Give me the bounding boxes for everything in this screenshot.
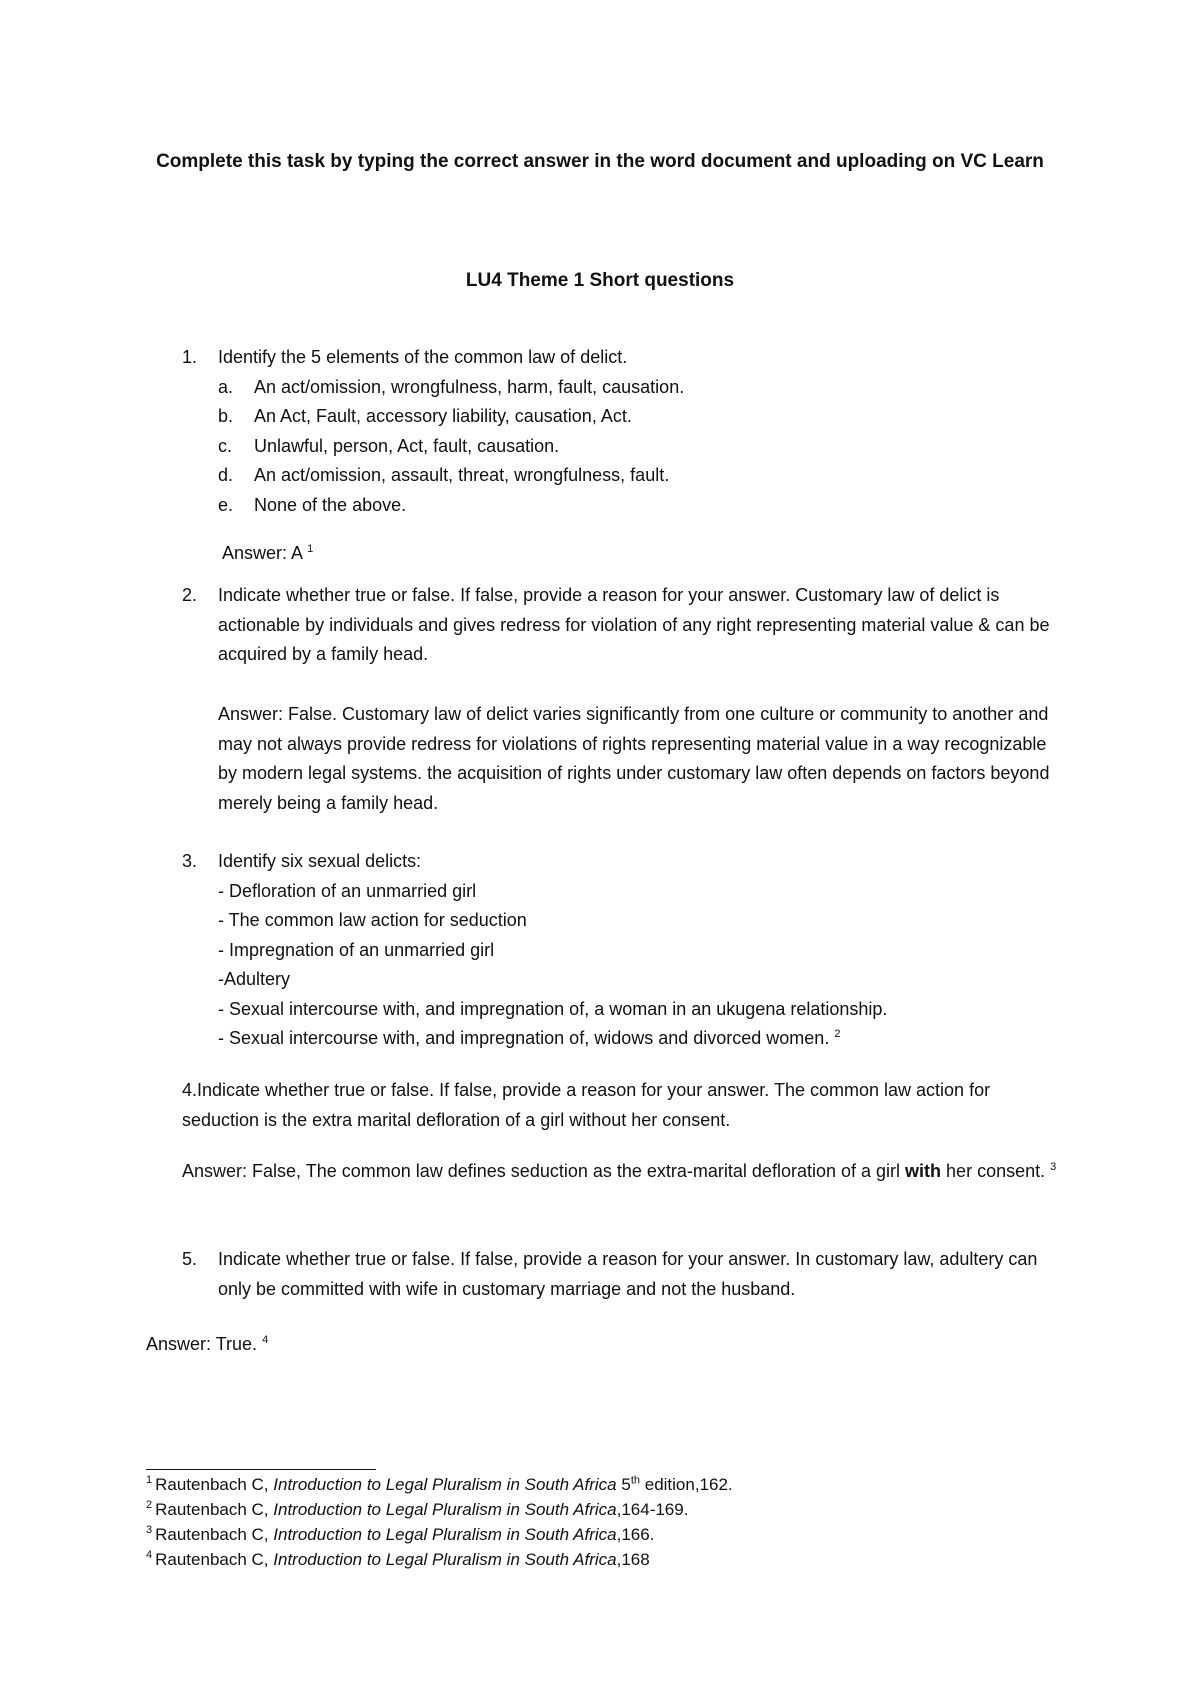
footnote-ref-2: 2 — [834, 1028, 841, 1040]
sexual-delict-item — [218, 1024, 1082, 1054]
question-1-text: Identify the 5 elements of the common law of delict. — [218, 347, 628, 367]
question-1-answer — [222, 539, 313, 569]
footnote-4-title: Introduction to Legal Pluralism in South Africa — [273, 1550, 617, 1569]
footnote-ref-4: 4 — [262, 1334, 269, 1346]
option-a-letter: a. — [218, 376, 234, 397]
option-e-letter: e. — [218, 494, 234, 515]
document-title: Complete this task by typing the correct answer in the word document and uploading on VC Learn — [156, 151, 1044, 172]
footnote-1-edition: 5 — [621, 1475, 631, 1494]
footnote-1-tail: edition,162. — [644, 1475, 733, 1494]
question-1 — [182, 343, 1082, 520]
option-b-letter: b. — [218, 406, 234, 426]
option-d-text: An act/omission, assault, threat, wrongfulness, fault. — [254, 465, 670, 485]
question-1-answer-text: Answer: A — [222, 543, 303, 563]
footnote-1-author: Rautenbach C, — [155, 1475, 269, 1494]
question-2-answer: Answer: False. Customary law of delict varies significantly from one culture or community to another and may not always provide redress for violations of rights representing material value in a way recognizable by modern legal systems. the acquisition of rights under customary law often depends on factors beyond merely being a family head. — [218, 704, 1050, 813]
option-c-letter: c. — [218, 435, 233, 456]
option-b-text: An Act, Fault, accessory liability, causation, Act. — [254, 406, 632, 426]
question-2-text: Indicate whether true or false. If false, provide a reason for your answer. Customary law of delict is actionable by individuals and gives redress for violation of any right representing material value & can be acquired by a family head. — [218, 585, 1050, 664]
question-4-text: 4.Indicate whether true or false. If false, provide a reason for your answer. The common law action for seduction is the extra marital defloration of a girl without her consent. — [182, 1080, 991, 1130]
question-4-answer-pre: Answer: False, The common law defines seduction as the extra-marital defloration of a girl — [182, 1161, 901, 1181]
footnote-3-title: Introduction to Legal Pluralism in South Africa — [273, 1525, 617, 1544]
option-b — [218, 402, 1082, 432]
question-4-answer-bold: with — [905, 1161, 942, 1181]
question-4-answer-post: her consent. — [946, 1161, 1046, 1181]
sexual-delict-item: - Impregnation of an unmarried girl — [218, 939, 495, 960]
footnote-4 — [146, 1547, 1046, 1572]
question-5-number: 5. — [182, 1249, 198, 1269]
question-1-number: 1. — [182, 347, 198, 367]
question-5-answer-text: Answer: True. — [146, 1334, 258, 1354]
footnote-ref-3: 3 — [1050, 1161, 1057, 1173]
sexual-delict-item: -Adultery — [218, 969, 291, 989]
option-e-text: None of the above. — [254, 494, 407, 515]
option-d — [218, 461, 1082, 491]
footnote-2-ref: 2 — [146, 1499, 153, 1512]
footnote-2-author: Rautenbach C, — [155, 1500, 269, 1519]
question-2-number: 2. — [182, 585, 198, 605]
footnote-1-title: Introduction to Legal Pluralism in South Africa — [273, 1475, 617, 1494]
question-3-number: 3. — [182, 851, 198, 871]
option-c — [218, 432, 1082, 462]
question-5-answer — [146, 1330, 268, 1360]
sexual-delict-item: - The common law action for seduction — [218, 910, 527, 930]
footnote-3-tail: ,166. — [616, 1525, 655, 1544]
document-subtitle: LU4 Theme 1 Short questions — [465, 270, 735, 291]
sexual-delict-item: - Sexual intercourse with, and impregnation of, a woman in an ukugena relationship. — [218, 998, 888, 1019]
option-d-letter: d. — [218, 465, 234, 485]
option-a — [218, 373, 1082, 403]
sexual-delict-item-text: - Sexual intercourse with, and impregnation of, widows and divorced women. — [218, 1028, 830, 1048]
footnote-1 — [146, 1472, 1046, 1497]
option-c-text: Unlawful, person, Act, fault, causation. — [254, 435, 560, 456]
question-5 — [182, 1245, 1082, 1304]
footnote-4-tail: ,168 — [616, 1550, 650, 1569]
footnote-separator — [146, 1469, 376, 1470]
footnote-3-author: Rautenbach C, — [155, 1525, 269, 1544]
footnote-3-ref: 3 — [146, 1524, 153, 1537]
footnote-4-ref: 4 — [146, 1549, 153, 1562]
sexual-delict-item: - Defloration of an unmarried girl — [218, 880, 477, 901]
footnote-2-tail: ,164-169. — [616, 1500, 689, 1519]
option-e — [218, 491, 1082, 521]
question-2 — [182, 581, 1082, 670]
footnote-3 — [146, 1522, 1046, 1547]
question-3-text: Identify six sexual delicts: — [218, 851, 422, 871]
footnote-1-edition-sup: th — [630, 1474, 640, 1487]
footnotes — [146, 1472, 1046, 1572]
question-4-answer — [182, 1157, 1062, 1187]
footnote-2 — [146, 1497, 1046, 1522]
footnote-ref-1: 1 — [307, 543, 314, 555]
footnote-1-ref: 1 — [146, 1474, 153, 1487]
footnote-4-author: Rautenbach C, — [155, 1550, 269, 1569]
footnote-2-title: Introduction to Legal Pluralism in South Africa — [273, 1500, 617, 1519]
question-5-text: Indicate whether true or false. If false, provide a reason for your answer. In customary law, adultery can only be committed with wife in customary marriage and not the husband. — [218, 1249, 1038, 1299]
question-3 — [182, 847, 1082, 1054]
option-a-text: An act/omission, wrongfulness, harm, fault, causation. — [254, 376, 685, 397]
